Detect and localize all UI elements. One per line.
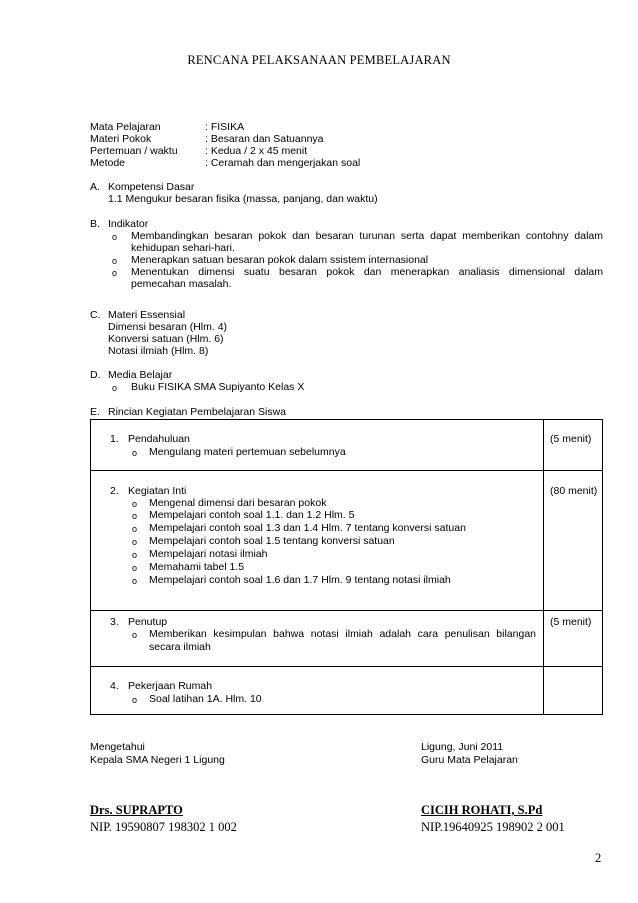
signature-role: Kepala SMA Negeri 1 Ligung [90,754,225,766]
section-marker: B. [90,218,100,230]
bullet-icon: o [112,383,118,393]
activity-item: Mempelajari contoh soal 1.6 dan 1.7 Hlm. 9 tentang notasi ilmiah [149,574,451,586]
section-heading: Media Belajar [108,369,173,381]
bullet-icon: o [112,232,118,242]
meta-value: : FISIKA [205,121,245,133]
activity-item: Mengenal dimensi dari besaran pokok [149,497,327,509]
activity-title: Kegiatan Inti [128,485,187,497]
activity-time: (5 menit) [550,616,592,628]
material-item: Notasi ilmiah (Hlm. 8) [108,345,209,357]
bullet-icon: o [132,511,138,521]
table-column-divider [543,420,544,714]
bullet-icon: o [112,256,118,266]
bullet-icon: o [132,695,138,705]
meta-value: : Kedua / 2 x 45 menit [205,145,308,157]
signatory-name-right: CICIH ROHATI, S.Pd [421,803,543,817]
competency-item: 1.1 Mengukur besaran fisika (massa, panjang, dan waktu) [108,193,378,205]
activity-item: Mempelajari contoh soal 1.1. dan 1.2 Hlm. 5 [149,509,355,521]
material-item: Dimensi besaran (Hlm. 4) [108,321,228,333]
meta-label: Mata Pelajaran [90,121,161,133]
activity-item: Mempelajari contoh soal 1.3 dan 1.4 Hlm. 7 tentang konversi satuan [149,522,466,534]
activity-time: (80 menit) [550,485,598,497]
activities-table [90,419,603,715]
indicator-item: Membandingkan besaran pokok dan besaran turunan serta dapat memberikan contohny dalam [131,230,603,242]
section-heading: Materi Essensial [108,309,186,321]
activity-item: Mempelajari notasi ilmiah [149,548,268,560]
activity-title: Penutup [128,616,168,628]
meta-value: : Besaran dan Satuannya [205,133,324,145]
activity-number: 2. [110,485,119,497]
section-marker: C. [90,309,101,321]
activity-item: Soal latihan 1A. Hlm. 10 [149,693,262,705]
signatory-nip-right: NIP.19640925 198902 2 001 [421,820,565,834]
indicator-item: Menentukan dimensi suatu besaran pokok dan menerapkan analiasis dimensional dalam [131,266,603,278]
signature-role: Guru Mata Pelajaran [421,754,518,766]
bullet-icon: o [132,499,138,509]
page-number: 2 [595,851,602,865]
bullet-icon: o [132,524,138,534]
meta-label: Pertemuan / waktu [90,145,178,157]
section-heading: Kompetensi Dasar [108,181,195,193]
table-row-divider [91,470,602,471]
activity-number: 1. [110,433,119,445]
media-item: Buku FISIKA SMA Supiyanto Kelas X [131,381,305,393]
section-marker: D. [90,369,101,381]
activity-title: Pekerjaan Rumah [128,680,213,692]
activity-item: Memahami tabel 1.5 [149,561,245,573]
section-marker: E. [90,406,100,418]
bullet-icon: o [132,563,138,573]
signature-place-date: Ligung, Juni 2011 [421,741,504,753]
indicator-item: Menerapkan satuan besaran pokok dalam ssistem internasional [131,254,429,266]
section-marker: A. [90,181,100,193]
bullet-icon: o [132,630,138,640]
table-row-divider [91,666,602,667]
activity-item: Mempelajari contoh soal 1.5 tentang konversi satuan [149,535,395,547]
meta-label: Materi Pokok [90,133,152,145]
activity-number: 3. [110,616,119,628]
bullet-icon: o [112,268,118,278]
activity-number: 4. [110,680,119,692]
bullet-icon: o [132,448,138,458]
activity-item: Mengulang materi pertemuan sebelumnya [149,446,346,458]
activity-title: Pendahuluan [128,433,190,445]
signatory-nip-left: NIP. 19590807 198302 1 002 [90,820,237,834]
activity-item-continued: secara ilmiah [149,641,211,653]
meta-value: : Ceramah dan mengerjakan soal [205,157,361,169]
section-heading: Indikator [108,218,149,230]
indicator-item-continued: pemecahan masalah. [131,278,232,290]
bullet-icon: o [132,550,138,560]
signature-caption: Mengetahui [90,741,145,753]
signatory-name-left: Drs. SUPRAPTO [90,803,183,817]
bullet-icon: o [132,537,138,547]
bullet-icon: o [132,576,138,586]
section-heading: Rincian Kegiatan Pembelajaran Siswa [108,406,287,418]
document-title: RENCANA PELAKSANAAN PEMBELAJARAN [187,53,451,67]
meta-label: Metode [90,157,126,169]
material-item: Konversi satuan (Hlm. 6) [108,333,224,345]
activity-item: Memberikan kesimpulan bahwa notasi ilmiah adalah cara penulisan bilangan [149,628,536,640]
table-row-divider [91,610,602,611]
activity-time: (5 menit) [550,433,592,445]
indicator-item-continued: kehidupan sehari-hari. [131,242,235,254]
